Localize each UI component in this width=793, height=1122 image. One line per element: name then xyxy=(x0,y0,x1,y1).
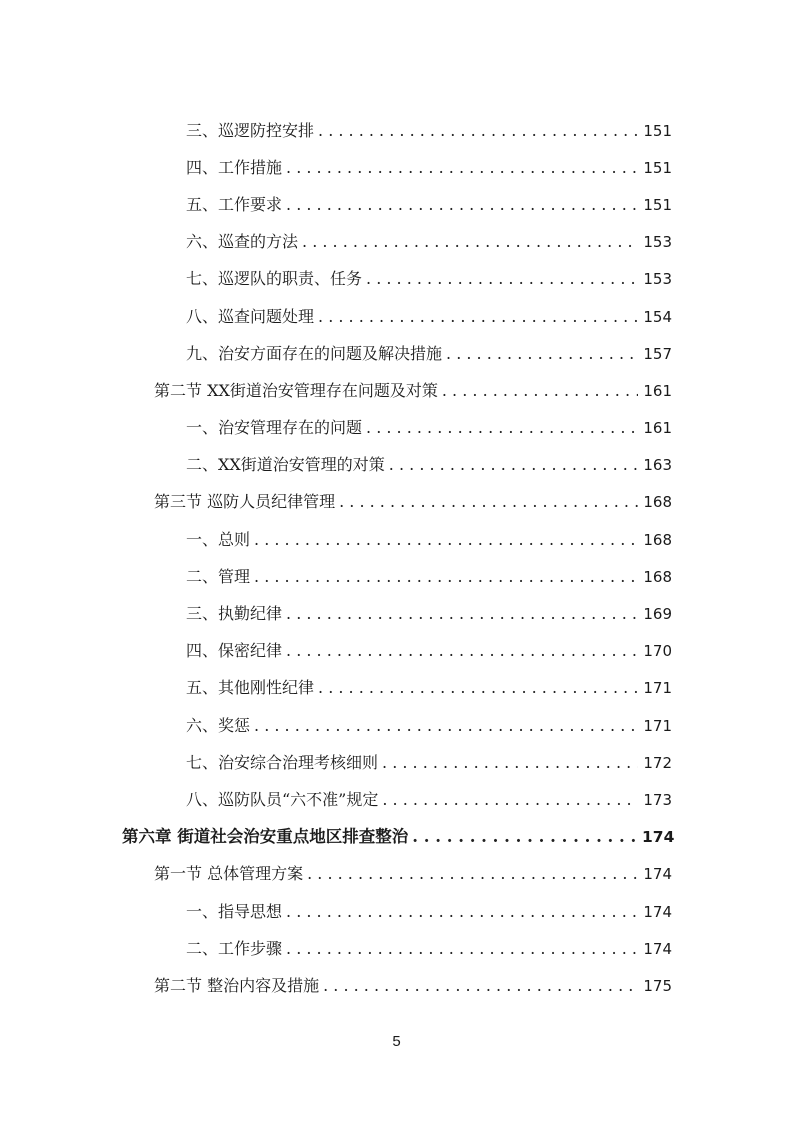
toc-entry-title: 一、指导思想 xyxy=(186,901,283,921)
dot-leader xyxy=(318,678,638,698)
toc-section-entry[interactable] xyxy=(0,484,793,521)
dot-leader xyxy=(412,827,638,847)
toc-entry-title: 八、巡防队员“六不准”规定 xyxy=(186,789,379,809)
toc-entry-title: 九、治安方面存在的问题及解决措施 xyxy=(186,343,443,363)
toc-entry-title: 八、巡查问题处理 xyxy=(186,306,315,326)
dot-leader xyxy=(286,158,638,178)
toc-entry-title: 五、其他刚性纪律 xyxy=(186,678,315,698)
toc-item-entry[interactable] xyxy=(0,558,793,595)
toc-entry-page: 153 xyxy=(643,233,672,252)
toc-item-entry[interactable] xyxy=(0,298,793,335)
toc-entry-title: 第三节 巡防人员纪律管理 xyxy=(154,492,336,512)
toc-item-entry[interactable] xyxy=(0,633,793,670)
toc-entry-title: 五、工作要求 xyxy=(186,194,283,214)
toc-item-entry[interactable] xyxy=(0,261,793,298)
dot-leader xyxy=(254,567,638,587)
toc-item-entry[interactable] xyxy=(0,707,793,744)
toc-entry-title: 四、保密纪律 xyxy=(186,641,283,661)
toc-entry-page: 163 xyxy=(643,456,672,475)
toc-entry-page: 168 xyxy=(643,530,672,549)
toc-entry-page: 151 xyxy=(643,195,672,214)
toc-entry-page: 151 xyxy=(643,158,672,177)
dot-leader xyxy=(286,902,638,922)
toc-item-entry[interactable] xyxy=(0,670,793,707)
dot-leader xyxy=(254,716,638,736)
dot-leader xyxy=(318,307,638,327)
toc-item-entry[interactable] xyxy=(0,186,793,223)
toc-entry-page: 175 xyxy=(643,976,672,995)
toc-item-entry[interactable] xyxy=(0,521,793,558)
toc-item-entry[interactable] xyxy=(0,224,793,261)
toc-entry-title: 第六章 街道社会治安重点地区排查整治 xyxy=(122,827,409,847)
toc-entry-page: 157 xyxy=(643,344,672,363)
toc-entry-title: 三、执勤纪律 xyxy=(186,604,283,624)
dot-leader xyxy=(323,976,638,996)
toc-item-entry[interactable] xyxy=(0,447,793,484)
dot-leader xyxy=(339,492,638,512)
toc-entry-title: 七、治安综合治理考核细则 xyxy=(186,752,379,772)
dot-leader xyxy=(254,530,638,550)
dot-leader xyxy=(382,790,638,810)
dot-leader xyxy=(286,195,638,215)
toc-chapter-entry[interactable] xyxy=(0,819,793,856)
toc-entry-title: 第一节 总体管理方案 xyxy=(154,864,304,884)
toc-entry-page: 168 xyxy=(643,493,672,512)
toc-entry-page: 168 xyxy=(643,567,672,586)
dot-leader xyxy=(302,232,638,252)
dot-leader xyxy=(286,641,638,661)
toc-item-entry[interactable] xyxy=(0,930,793,967)
toc-entry-title: 一、治安管理存在的问题 xyxy=(186,418,363,438)
toc-entry-page: 171 xyxy=(643,716,672,735)
toc-entry-page: 174 xyxy=(643,865,672,884)
toc-entry-title: 二、管理 xyxy=(186,566,251,586)
toc-entry-page: 170 xyxy=(643,642,672,661)
toc-entry-title: 一、总则 xyxy=(186,529,251,549)
toc-entry-page: 169 xyxy=(643,605,672,624)
dot-leader xyxy=(446,344,638,364)
toc-entry-title: 二、XX街道治安管理的对策 xyxy=(186,455,385,475)
toc-item-entry[interactable] xyxy=(0,335,793,372)
toc-entry-page: 153 xyxy=(643,270,672,289)
dot-leader xyxy=(286,939,638,959)
toc-entry-page: 174 xyxy=(642,828,675,847)
toc-section-entry[interactable] xyxy=(0,856,793,893)
toc-item-entry[interactable] xyxy=(0,595,793,632)
toc-section-entry[interactable] xyxy=(0,372,793,409)
toc-entry-title: 二、工作步骤 xyxy=(186,938,283,958)
toc-entry-title: 第二节 整治内容及措施 xyxy=(154,975,320,995)
toc-item-entry[interactable] xyxy=(0,744,793,781)
toc-entry-page: 151 xyxy=(643,121,672,140)
toc-entry-title: 六、奖惩 xyxy=(186,715,251,735)
toc-entry-title: 第二节 XX街道治安管理存在问题及对策 xyxy=(154,380,438,400)
toc-item-entry[interactable] xyxy=(0,149,793,186)
toc-section-entry[interactable] xyxy=(0,967,793,1004)
toc-entry-page: 172 xyxy=(643,753,672,772)
toc-entry-page: 161 xyxy=(643,419,672,438)
toc-item-entry[interactable] xyxy=(0,781,793,818)
toc-entry-page: 174 xyxy=(643,902,672,921)
page-number: 5 xyxy=(392,1033,401,1050)
dot-leader xyxy=(366,269,638,289)
dot-leader xyxy=(307,864,638,884)
toc-entry-page: 171 xyxy=(643,679,672,698)
dot-leader xyxy=(389,455,638,475)
toc-item-entry[interactable] xyxy=(0,112,793,149)
toc-entry-page: 154 xyxy=(643,307,672,326)
toc-entry-title: 四、工作措施 xyxy=(186,157,283,177)
toc-entry-title: 三、巡逻防控安排 xyxy=(186,120,315,140)
toc-item-entry[interactable] xyxy=(0,410,793,447)
dot-leader xyxy=(366,418,638,438)
toc-entry-title: 六、巡查的方法 xyxy=(186,232,299,252)
toc-item-entry[interactable] xyxy=(0,893,793,930)
toc-entry-title: 七、巡逻队的职责、任务 xyxy=(186,269,363,289)
toc-entry-page: 173 xyxy=(643,790,672,809)
toc-entry-page: 161 xyxy=(643,381,672,400)
toc-entry-page: 174 xyxy=(643,939,672,958)
dot-leader xyxy=(382,753,638,773)
dot-leader xyxy=(286,604,638,624)
table-of-contents xyxy=(0,112,793,1005)
dot-leader xyxy=(442,381,638,401)
dot-leader xyxy=(318,121,638,141)
